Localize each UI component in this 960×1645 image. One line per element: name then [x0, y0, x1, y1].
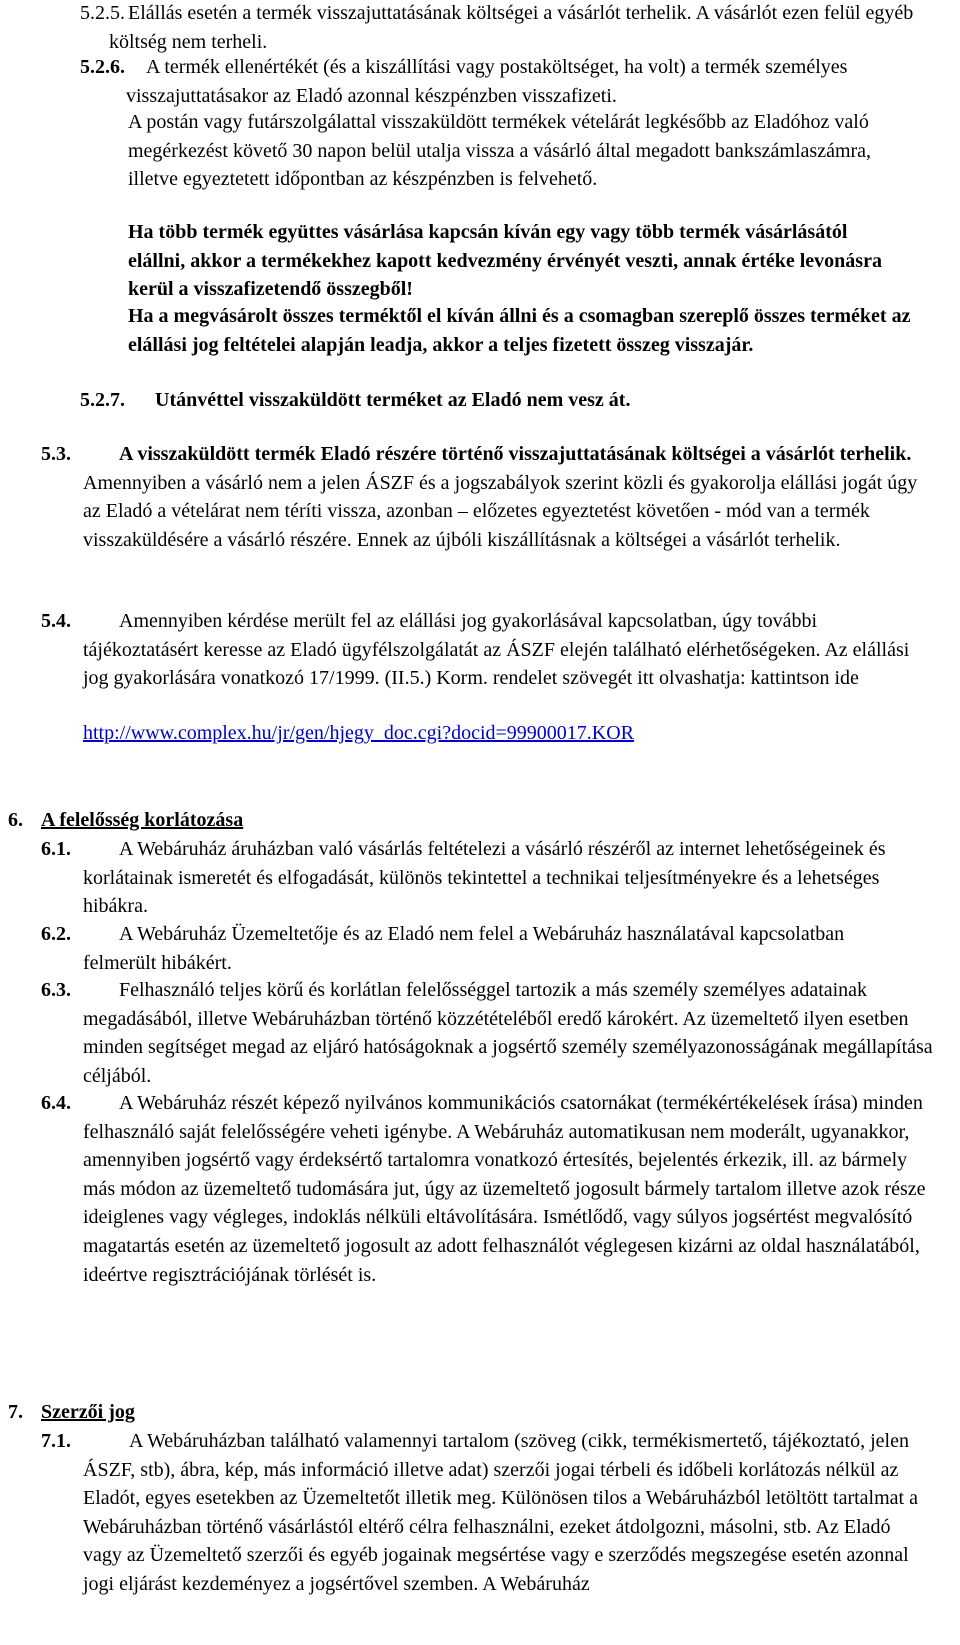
section-5-4-text: Amennyiben kérdése merült fel az elállási jog gyakorlásával kapcsolatban, úgy további tájékoztatásért keresse az Eladó ügyfélszolgálatát az ÁSZF elején található elérhetőségeken. Az elállási jog gyakorlására vonatkozó 17/1999. (II.5.) Korm. rendelet szövegét itt olvashatja: kattintson ide: [83, 610, 910, 690]
clause-6-4-text: A Webáruház részét képező nyilvános kommunikációs csatornákat (termékértékelések írása) minden felhasználó saját felelősségére veheti igénybe. A Webáruház automatikusan nem moderált, ugyanakkor, amennyiben jogsértő vagy érdeksértő tartalomra vonatkozó értesítés, bejelentés érkezik, ill. az bármely más módon az üzemeltető tudomására jut, úgy az üzemeltető jogosult bármely tartalom illetve azok része ideiglenes vagy végleges, indoklás nélküli eltávolítására. Ismétlődő, vagy súlyos jogsértést megvalósító magatartás esetén az üzemeltető jogosult az adott felhasználót véglegesen kizárni az oldal használatából, ideértve regisztrációjának törlését is.: [83, 1092, 926, 1286]
section-5-3-paragraph: [83, 440, 933, 554]
clause-5-2-5-text: Elállás esetén a termék visszajuttatásának költségei a vásárlót terhelik. A vásárlót ezen felül egyéb költség nem terheli.: [109, 2, 914, 53]
clause-6-1-text: A Webáruház áruházban való vásárlás feltételezi a vásárló részéről az internet lehetőségeinek és korlátainak ismeretét és elfogadását, különös tekintettel a technikai teljesítményekre és a lehetséges hibákra.: [83, 838, 886, 918]
clause-6-3-text: Felhasználó teljes körű és korlátlan felelősséggel tartozik a más személy személyes adatainak megadásából, illetve Webáruházban történő közzétételéből eredő károkért. Az üzemeltető ilyen esetben minden segítséget megad az eljáró hatóságoknak a jogsértő személy személyazonosságának megállapítása céljából.: [83, 979, 933, 1087]
clause-5-2-6-bold-1: Ha több termék együttes vásárlása kapcsán kíván egy vagy több termék vásárlásától elállni, akkor a termékekhez kapott kedvezmény érvényét veszti, annak értéke levonásra kerül a visszafizetendő összegből!: [128, 221, 882, 301]
clause-5-2-6-text-1: A termék ellenértékét (és a kiszállítási vagy postaköltséget, ha volt) a termék személyes visszajuttatásakor az Eladó azonnal készpénzben visszafizeti.: [126, 56, 848, 107]
chapter-number-7: 7.: [8, 1401, 23, 1423]
section-number-5-3: 5.3.: [41, 443, 71, 465]
korm-rendelet-link[interactable]: http://www.complex.hu/jr/gen/hjegy_doc.cgi?docid=99900017.KOR: [83, 722, 635, 744]
clause-number-6-1: 6.1.: [41, 838, 71, 860]
clause-5-2-6-bold-2: Ha a megvásárolt összes terméktől el kíván állni és a csomagban szereplő összes terméket az elállási jog feltételei alapján leadja, akkor a teljes fizetett összeg visszajár.: [128, 305, 911, 356]
clause-number-6-2: 6.2.: [41, 923, 71, 945]
chapter-7-title: Szerzői jog: [41, 1401, 135, 1423]
clause-number-5-2-5: 5.2.5.: [80, 2, 125, 24]
clause-number-5-2-6: 5.2.6.: [80, 56, 125, 78]
clause-5-2-6-text-2: A postán vagy futárszolgálattal visszaküldött termékek vételárát legkésőbb az Eladóhoz való megérkezést követő 30 napon belül utalja vissza a vásárló által megadott bankszámlaszámra, illetve egyeztetett időpontban az készpénzben is felvehető.: [128, 111, 872, 191]
clause-6-2-text: A Webáruház Üzemeltetője és az Eladó nem felel a Webáruház használatával kapcsolatban felmerült hibákért.: [83, 923, 845, 974]
clause-number-6-4: 6.4.: [41, 1092, 71, 1114]
clause-number-7-1: 7.1.: [41, 1430, 71, 1452]
section-5-3-text: Amennyiben a vásárló nem a jelen ÁSZF és a jogszabályok szerint közli és gyakorolja elállási jogát úgy az Eladó a vételárat nem téríti vissza, azonban – előzetes egyeztetést követően - mód van a termék visszaküldésére a vásárló részére. Ennek az újbóli kiszállításnak a költségei a vásárlót terhelik.: [83, 471, 918, 551]
section-5-3-bold: A visszaküldött termék Eladó részére történő visszajuttatásának költségei a vásárlót terhelik.: [119, 443, 912, 465]
clause-number-6-3: 6.3.: [41, 979, 71, 1001]
clause-number-5-2-7: 5.2.7.: [80, 389, 125, 411]
clause-5-2-7-text: Utánvéttel visszaküldött terméket az Eladó nem vesz át.: [155, 389, 631, 411]
chapter-6-title: A felelősség korlátozása: [41, 809, 244, 831]
section-number-5-4: 5.4.: [41, 610, 71, 632]
chapter-number-6: 6.: [8, 809, 23, 831]
clause-7-1-text: A Webáruházban található valamennyi tartalom (szöveg (cikk, termékismertető, tájékoztató, jelen ÁSZF, stb), ábra, kép, más információ illetve adat) szerzői jogai térbeli és időbeli korlátozás nélkül az Eladót, egyes esetekben az Üzemeltetőt illetik meg. Különösen tilos a Webáruházból letöltött tartalmat a Webáruházban történő vásárlástól eltérő célra felhasználni, ezeket átdolgozni, másolni, stb. Az Eladó vagy az Üzemeltető szerzői és egyéb jogainak megsértése vagy e szerződés megszegése esetén azonnal jogi eljárást kezdeményez a jogsértővel szemben. A Webáruház: [83, 1430, 918, 1595]
